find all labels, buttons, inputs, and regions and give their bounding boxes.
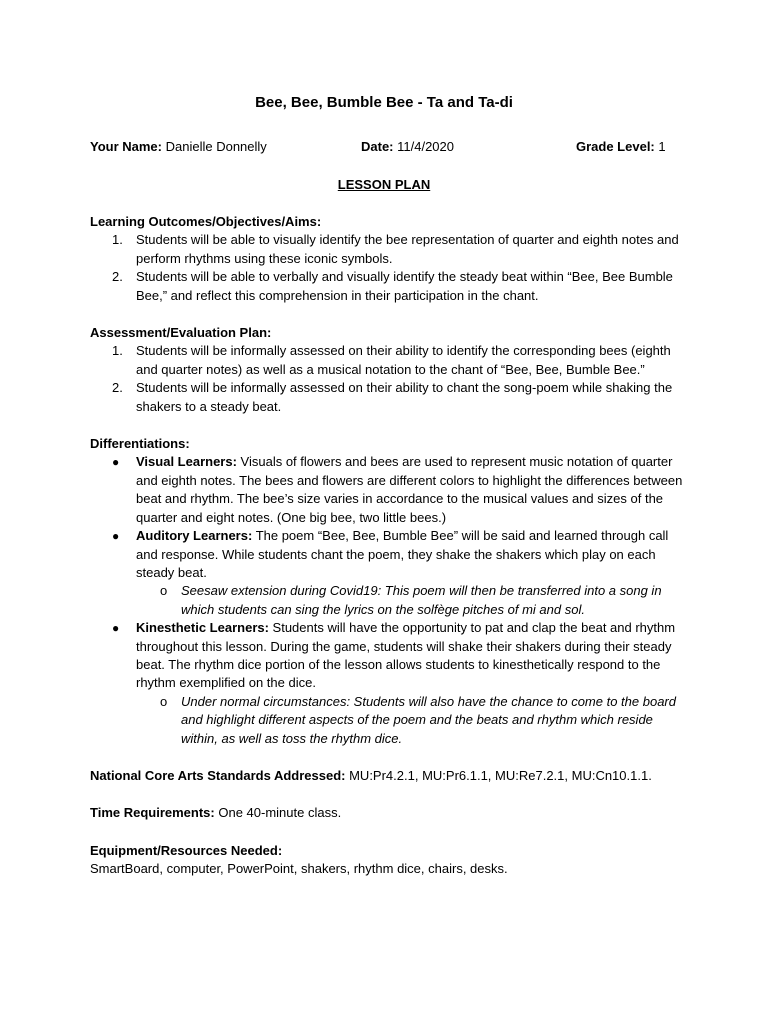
list-number: 1. bbox=[112, 343, 123, 359]
grade-value: 1 bbox=[654, 139, 666, 154]
name-label: Your Name: bbox=[90, 139, 162, 154]
equipment-heading: Equipment/Resources Needed: bbox=[90, 842, 283, 858]
bullet-icon: ● bbox=[112, 621, 120, 636]
list-item-text: Students will be able to visually identify the bee representation of quarter and eighth notes and perform rhythms using these iconic symbols. bbox=[136, 232, 679, 266]
time-requirements-text: One 40-minute class. bbox=[214, 805, 342, 821]
list-number: 2. bbox=[112, 269, 123, 285]
document-title: Bee, Bee, Bumble Bee - Ta and Ta-di bbox=[255, 94, 513, 111]
date-value: 11/4/2020 bbox=[393, 139, 454, 154]
name-value: Danielle Donnelly bbox=[162, 139, 267, 154]
assessment-list bbox=[90, 342, 690, 416]
visual-learners-text: Visuals of flowers and bees are used to represent music notation of quarter and eighth notes. The bees and flowers are different colors to highlight the differences between beat and rhythm. The bee’s size varies in accordance to the musical values and sizes of the quarter and eight notes. (One big bee, two little bees.) bbox=[136, 454, 683, 525]
name-field bbox=[90, 138, 267, 156]
assessment-heading: Assessment/Evaluation Plan: bbox=[90, 325, 272, 341]
list-item-text: Students will be informally assessed on their ability to identify the corresponding bees (eighth and quarter notes) as well as a musical notation to the chant of “Bee, Bee, Bumble Bee.” bbox=[136, 343, 671, 377]
list-item-text: Students will be able to verbally and visually identify the steady beat within “Bee, Bee Bumble Bee,” and reflect this comprehension in their participation in the chant. bbox=[136, 269, 673, 303]
standards-text: MU:Pr4.2.1, MU:Pr6.1.1, MU:Re7.2.1, MU:Cn10.1.1. bbox=[345, 767, 652, 783]
outcomes-heading: Learning Outcomes/Objectives/Aims: bbox=[90, 214, 322, 229]
circle-bullet-icon: o bbox=[160, 693, 168, 709]
outcomes-list bbox=[90, 231, 690, 305]
kinesthetic-sublist bbox=[136, 693, 690, 748]
auditory-learners-text: The poem “Bee, Bee, Bumble Bee” will be said and learned through call and response. While students chant the poem, they shake the shakers which play on each steady beat. bbox=[136, 528, 669, 580]
document-body bbox=[90, 213, 690, 879]
normal-circumstances-text: Under normal circumstances: Students will also have the chance to come to the board and highlight different aspects of the poem and the beats and rhythm which reside within, as well as toss the rhythm dice. bbox=[181, 693, 676, 746]
time-requirements-line bbox=[90, 804, 690, 822]
lesson-plan-heading: LESSON PLAN bbox=[337, 177, 431, 192]
standards-label: National Core Arts Standards Addressed: bbox=[90, 767, 346, 783]
circle-bullet-icon: o bbox=[160, 583, 168, 599]
date-field bbox=[361, 138, 454, 156]
sub-list-item bbox=[136, 582, 690, 619]
date-label: Date: bbox=[361, 139, 394, 154]
seesaw-extension-text: Seesaw extension during Covid19: This poem will then be transferred into a song in which students can sing the lyrics on the solfège pitches of mi and sol. bbox=[181, 583, 662, 617]
standards-line bbox=[90, 767, 690, 785]
grade-label: Grade Level: bbox=[576, 139, 655, 154]
list-number: 2. bbox=[112, 380, 123, 396]
equipment-text: SmartBoard, computer, PowerPoint, shakers, rhythm dice, chairs, desks. bbox=[90, 861, 508, 877]
differentiations-heading: Differentiations: bbox=[90, 436, 190, 452]
list-item bbox=[90, 379, 690, 416]
bullet-icon: ● bbox=[112, 529, 120, 544]
sub-list-item bbox=[136, 693, 690, 748]
list-item-auditory-learners bbox=[90, 527, 690, 619]
list-number: 1. bbox=[112, 232, 123, 248]
list-item bbox=[90, 268, 690, 305]
kinesthetic-learners-text: Students will have the opportunity to pat and clap the beat and rhythm throughout this lesson. During the game, students will shake their shakers during their steady beat. The rhythm dice portion of the lesson allows students to kinesthetically respond to the rhythm exemplified on the dice. bbox=[136, 620, 676, 691]
time-requirements-label: Time Requirements: bbox=[90, 805, 215, 821]
differentiations-list bbox=[90, 453, 690, 748]
bullet-icon: ● bbox=[112, 455, 120, 470]
visual-learners-label: Visual Learners: bbox=[136, 454, 237, 470]
kinesthetic-learners-label: Kinesthetic Learners: bbox=[136, 620, 269, 636]
list-item-kinesthetic-learners bbox=[90, 619, 690, 748]
list-item bbox=[90, 231, 690, 268]
list-item-text: Students will be informally assessed on their ability to chant the song-poem while shaking the shakers to a steady beat. bbox=[136, 380, 673, 414]
list-item-visual-learners bbox=[90, 453, 690, 527]
auditory-sublist bbox=[136, 582, 690, 619]
list-item bbox=[90, 342, 690, 379]
auditory-learners-label: Auditory Learners: bbox=[136, 528, 253, 544]
grade-field bbox=[576, 138, 666, 156]
